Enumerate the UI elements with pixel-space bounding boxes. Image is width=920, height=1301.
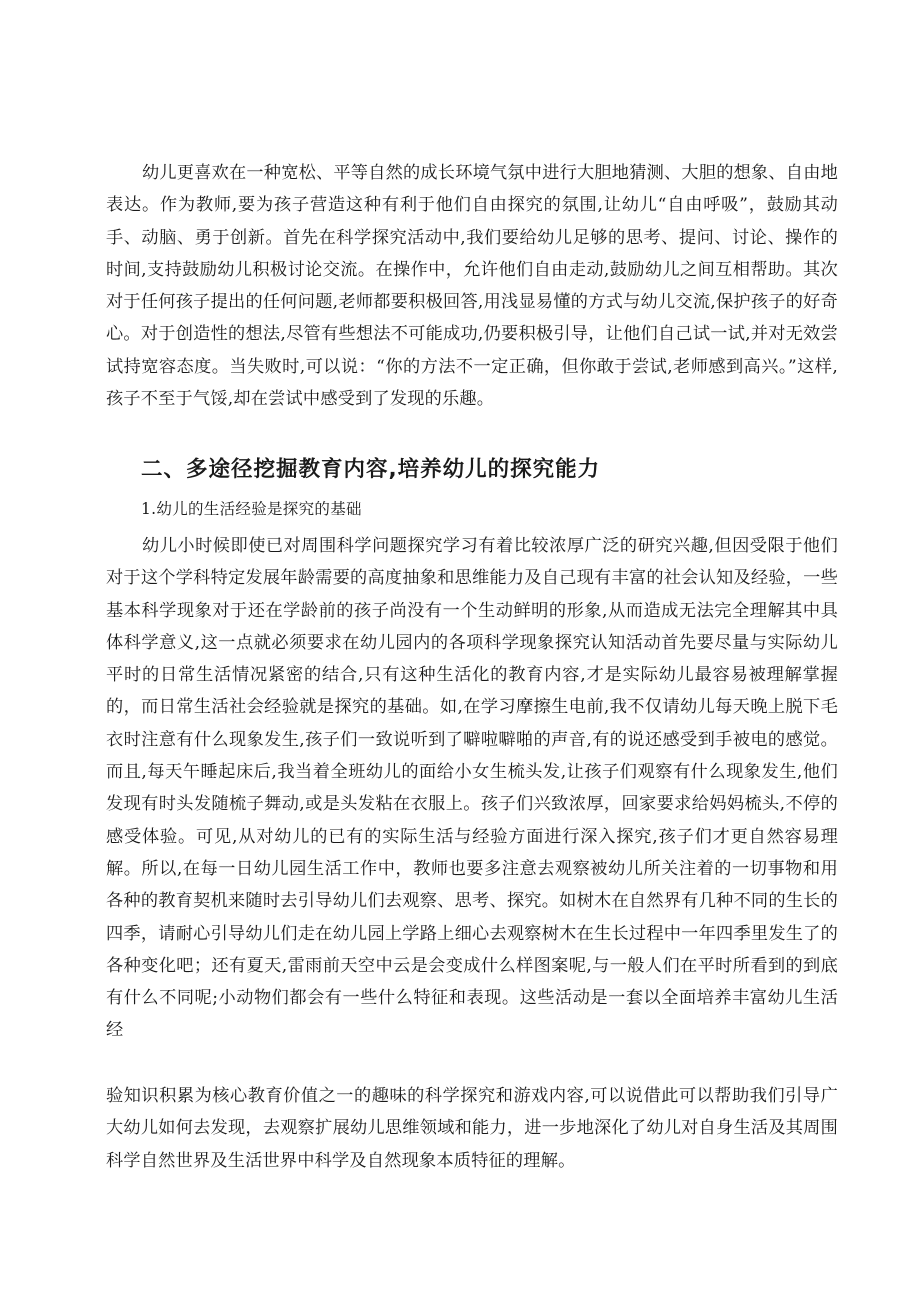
body-paragraph-2: 幼儿小时候即使已对周围科学问题探究学习有着比较浓厚广泛的研究兴趣,但因受限于他们对于这个学科特定发展年龄需要的高度抽象和思维能力及自己现有丰富的社会认知及经验，一些基本科学现象对于还在学龄前的孩子尚没有一个生动鲜明的形象,从而造成无法完全理解其中具体科学意义,这一点就必须要求在幼儿园内的各项科学现象探究认知活动首先要尽量与实际幼儿平时的日常生活情况紧密的结合,只有这种生活化的教育内容,才是实际幼儿最容易被理解掌握的，而日常生活社会经验就是探究的基础。如,在学习摩擦生电前,我不仅请幼儿每天晚上脱下毛衣时注意有什么现象发生,孩子们一致说听到了噼啦噼啪的声音,有的说还感受到手被电的感觉。而且,每天午睡起床后,我当着全班幼儿的面给小女生梳头发,让孩子们观察有什么现象发生,他们发现有时头发随梳子舞动,或是头发粘在衣服上。孩子们兴致浓厚，回家要求给妈妈梳头,不停的感受体验。可见,从对幼儿的已有的实际生活与经验方面进行深入探究,孩子们才更自然容易理解。所以,在每一日幼儿园生活工作中，教师也要多注意去观察被幼儿所关注着的一切事物和用各种的教育契机来随时去引导幼儿们去观察、思考、探究。如树木在自然界有几种不同的生长的四季，请耐心引导幼儿们走在幼儿园上学路上细心去观察树木在生长过程中一年四季里发生了的各种变化吧；还有夏天,雷雨前天空中云是会变成什么样图案呢,与一般人们在平时所看到的到底有什么不同呢;小动物们都会有一些什么特征和表现。这些活动是一套以全面培养丰富幼儿生活经 xyxy=(106,536,838,1041)
body-paragraph-3: 验知识积累为核心教育价值之一的趣味的科学探究和游戏内容,可以说借此可以帮助我们引导广大幼儿如何去发现，去观察扩展幼儿思维领域和能力，进一步地深化了幼儿对自身生活及其周围科学自然世界及生活世界中科学及自然现象本质特征的理解。 xyxy=(106,1086,838,1171)
section-heading: 二、多途径挖掘教育内容,培养幼儿的探究能力 xyxy=(141,457,601,482)
subsection-heading: 1.幼儿的生活经验是探究的基础 xyxy=(141,500,362,518)
body-paragraph-1: 幼儿更喜欢在一种宽松、平等自然的成长环境气氛中进行大胆地猜测、大胆的想象、自由地表达。作为教师,要为孩子营造这种有利于他们自由探究的氛围,让幼儿“自由呼吸”，鼓励其动手、动脑、勇于创新。首先在科学探究活动中,我们要给幼儿足够的思考、提问、讨论、操作的时间,支持鼓励幼儿积极讨论交流。在操作中，允许他们自由走动,鼓励幼儿之间互相帮助。其次对于任何孩子提出的任何问题,老师都要积极回答,用浅显易懂的方式与幼儿交流,保护孩子的好奇心。对于创造性的想法,尽管有些想法不可能成功,仍要积极引导，让他们自己试一试,并对无效尝试持宽容态度。当失败时,可以说：“你的方法不一定正确，但你敢于尝试,老师感到高兴。”这样,孩子不至于气馁,却在尝试中感受到了发现的乐趣。 xyxy=(106,163,838,410)
